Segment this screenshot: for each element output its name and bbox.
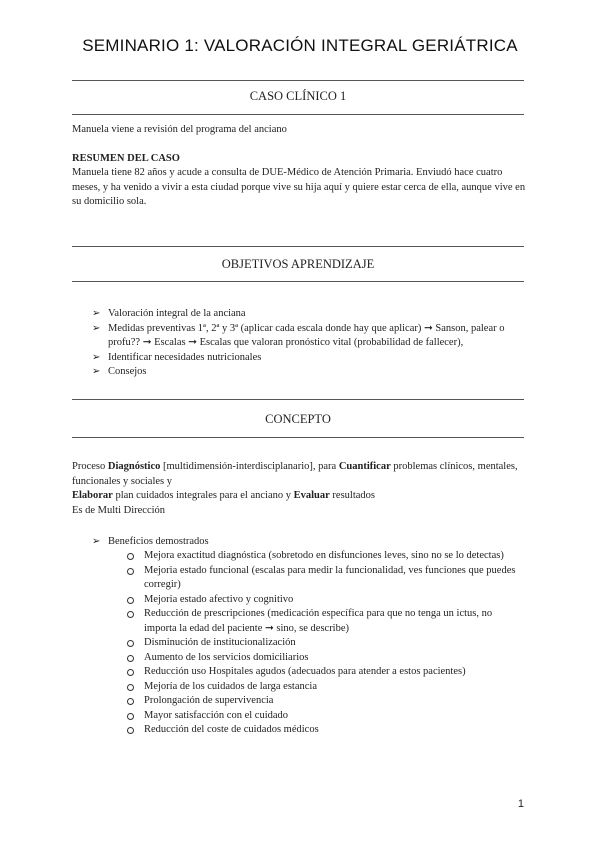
list-item <box>92 535 524 550</box>
objectives-heading: OBJETIVOS APRENDIZAJE <box>221 257 375 271</box>
list-item <box>92 307 524 322</box>
objective-text: Consejos <box>108 366 147 377</box>
benefit-text: Reducción del coste de cuidados médicos <box>144 724 319 735</box>
divider-concept-bottom <box>72 437 524 438</box>
summary-text: Manuela tiene 82 años y acude a consulta de DUE-Médico de Atención Primaria. Enviudó hace cuatro meses, y ha venido a vivir a esta ciudad porque vive su hija aquí y quiere estar cerca de ella, aunque vive en su domicilio sola. <box>72 167 526 207</box>
divider-case-bottom <box>72 114 524 115</box>
concept-text: [multidimensión-interdisciplanario], para <box>160 461 339 472</box>
benefit-text: Mejoría de los cuidados de larga estancia <box>144 680 317 692</box>
benefit-text: Prolongación de supervivencia <box>144 695 274 706</box>
list-item <box>126 709 526 724</box>
benefit-text: Aumento de los servicios domiciliarios <box>144 651 309 663</box>
concept-text: Proceso <box>72 461 108 472</box>
list-item <box>92 351 524 366</box>
objective-text: Identificar necesidades nutricionales <box>108 351 262 363</box>
circle-bullet-icon <box>127 655 134 662</box>
concept-text: plan cuidados integrales para el anciano y <box>112 490 294 501</box>
page-number: 1 <box>517 798 524 810</box>
arrow-bullet-icon: ➢ <box>92 536 101 547</box>
list-item <box>126 636 526 651</box>
list-item <box>126 564 526 593</box>
concept-keyword-cuantificar: Cuantificar <box>338 461 391 472</box>
arrow-bullet-icon: ➢ <box>92 322 101 334</box>
circle-bullet-icon <box>127 568 134 575</box>
case-heading: CASO CLÍNICO 1 <box>249 89 347 103</box>
benefit-text: Mejoria estado funcional (escalas para medir la funcionalidad, ves funciones que puedes corregir) <box>144 564 516 590</box>
list-item <box>126 593 526 608</box>
divider-objectives-top <box>72 246 524 247</box>
list-item <box>126 680 526 695</box>
circle-bullet-icon <box>127 640 134 647</box>
benefit-text: Mejora exactitud diagnóstica (sobretodo en disfunciones leves, sino no se lo detectas) <box>144 550 504 561</box>
arrow-bullet-icon: ➢ <box>92 366 101 377</box>
arrow-bullet-icon: ➢ <box>92 308 101 319</box>
list-item <box>126 549 526 564</box>
circle-bullet-icon <box>127 727 134 734</box>
concept-text: problemas clínicos, mentales, funcionales y sociales y <box>72 461 518 487</box>
benefit-text: Reducción uso Hospitales agudos (adecuados para atender a estos pacientes) <box>144 666 466 677</box>
circle-bullet-icon <box>127 597 134 604</box>
concept-line-2 <box>72 489 532 504</box>
objectives-list <box>92 307 524 380</box>
concept-text: resultados <box>329 490 375 501</box>
circle-bullet-icon <box>127 669 134 676</box>
divider-objectives-bottom <box>72 281 524 282</box>
concept-line-1 <box>72 460 532 489</box>
summary-heading: RESUMEN DEL CASO <box>72 153 180 164</box>
divider-concept-top <box>72 399 524 400</box>
benefits-heading: Beneficios demostrados <box>108 536 209 547</box>
benefit-text: Mejoria estado afectivo y cognitivo <box>144 593 294 605</box>
benefits-sublist <box>126 549 526 738</box>
list-item <box>126 651 526 666</box>
circle-bullet-icon <box>127 698 134 705</box>
list-item <box>126 665 526 680</box>
objective-text: Valoración integral de la anciana <box>108 308 246 319</box>
page-title: SEMINARIO 1: VALORACIÓN INTEGRAL GERIÁTRICA <box>82 36 518 55</box>
circle-bullet-icon <box>127 713 134 720</box>
list-item <box>92 322 524 351</box>
list-item <box>126 694 526 709</box>
arrow-bullet-icon: ➢ <box>92 351 101 363</box>
circle-bullet-icon <box>127 553 134 560</box>
concept-heading: CONCEPTO <box>265 412 331 426</box>
case-intro: Manuela viene a revisión del programa del anciano <box>72 124 287 135</box>
list-item <box>92 365 524 380</box>
concept-keyword-elaborar: Elaborar <box>72 490 113 501</box>
concept-keyword-evaluar: Evaluar <box>293 490 330 501</box>
circle-bullet-icon <box>127 611 134 618</box>
objective-text: Medidas preventivas 1ª, 2ª y 3ª (aplicar cada escala donde hay que aplicar) ➞ Sanson, palear o profu?? ➞ Escalas ➞ Escalas que valoran pronóstico vital (probabilidad de fallecer), <box>108 322 505 348</box>
benefit-text: Mayor satisfacción con el cuidado <box>144 709 289 721</box>
divider-case-top <box>72 80 524 81</box>
list-item <box>126 607 526 636</box>
circle-bullet-icon <box>127 684 134 691</box>
benefits-list <box>92 535 524 550</box>
benefit-text: Disminución de institucionalización <box>144 637 296 648</box>
concept-line-3: Es de Multi Dirección <box>72 504 166 516</box>
list-item <box>126 723 526 738</box>
concept-paragraph <box>72 460 532 518</box>
concept-keyword-diagnostico: Diagnóstico <box>107 461 161 472</box>
benefit-text: Reducción de prescripciones (medicación específica para que no tenga un ictus, no importa la edad del paciente ➞ sino, se describe) <box>144 608 493 634</box>
